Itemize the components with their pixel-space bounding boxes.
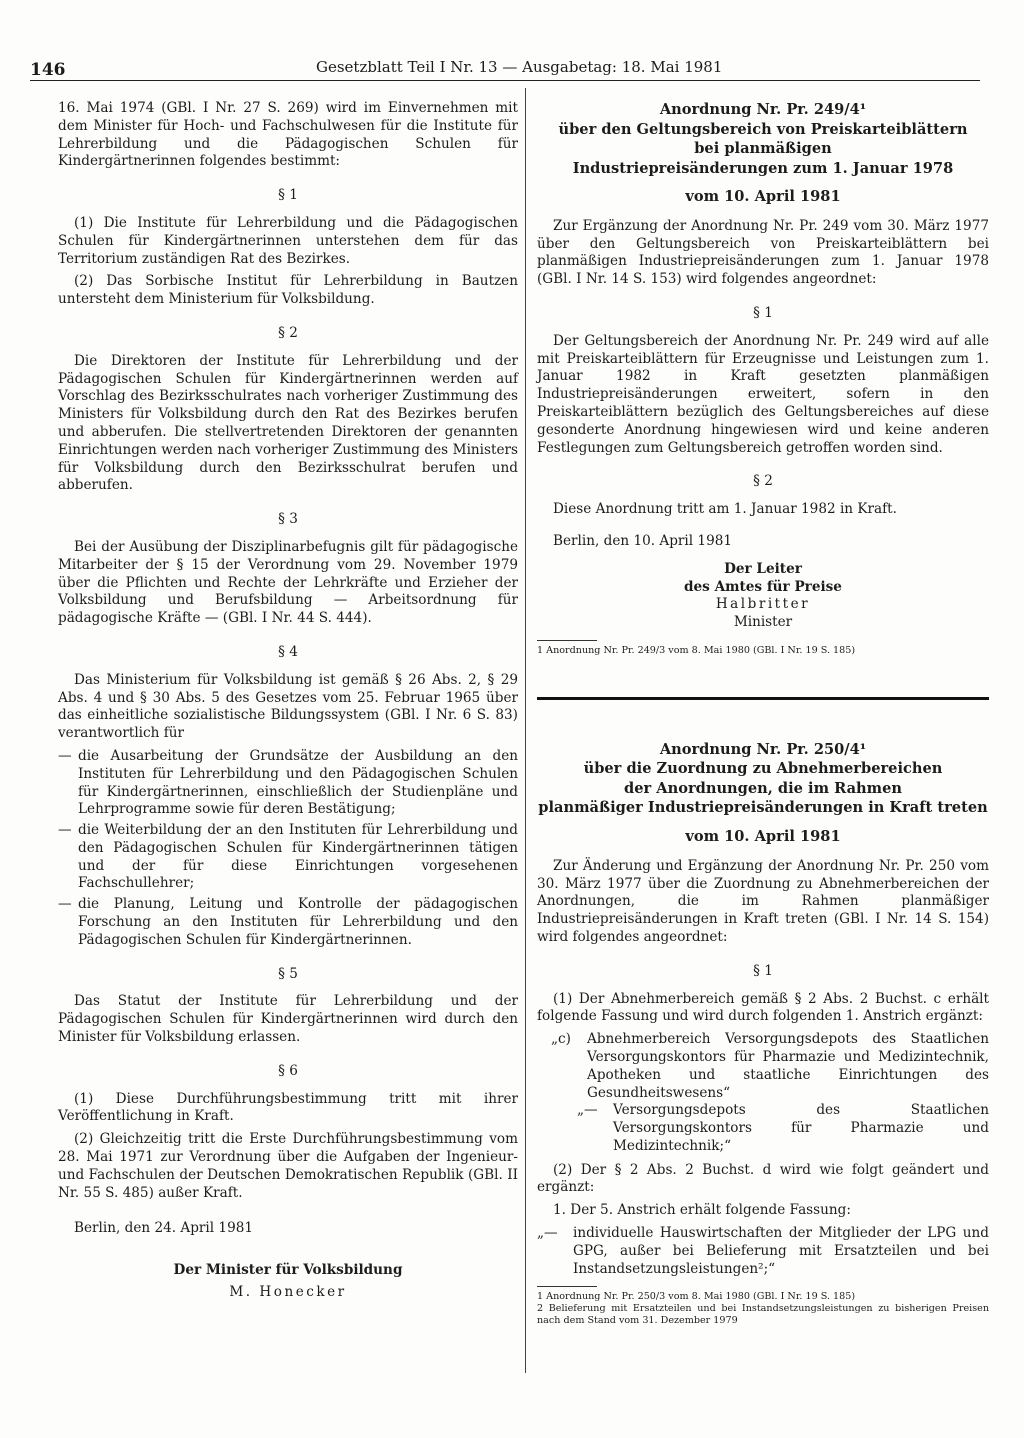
ordinance-2-footnote-1: 1 Anordnung Nr. Pr. 250/3 vom 8. Mai 1980 (GBl. I Nr. 19 S. 185)	[537, 1291, 856, 1303]
section-3-paragraph: Bei der Ausübung der Disziplinarbefugnis gilt für pädagogische Mitarbeiter der § 15 der Verordnung vom 29. November 1979 über die Pflichten und Rechte der Lehrkräfte und Erzieher der Volksbildung und Berufsbildung — Arbeitsordnung für pädagogische Kräfte — (GBl. I Nr. 44 S. 444).	[58, 538, 518, 627]
list-item	[58, 748, 518, 819]
column-divider	[525, 88, 526, 1373]
footnote-rule	[537, 640, 597, 641]
ordinance-1-signer-line-2: des Amtes für Preise	[684, 578, 842, 595]
right-column	[537, 100, 989, 1327]
ordinance-1-title: über den Geltungsbereich von Preiskarteiblättern	[558, 120, 968, 138]
section-1-paragraph-1: (1) Die Institute für Lehrerbildung und die Pädagogischen Schulen für Kindergärtnerinnen unterstehen dem für das Territorium zuständigen Rat des Bezirkes.	[58, 214, 518, 267]
place-date: Berlin, den 24. April 1981	[74, 1220, 254, 1237]
ordinance-1-date: vom 10. April 1981	[685, 188, 841, 205]
section-6-paragraph-1: (1) Diese Durchführungsbestimmung tritt mit ihrer Veröffentlichung in Kraft.	[58, 1090, 518, 1125]
dash-marker: —	[58, 822, 72, 839]
ordinance-separator	[537, 697, 989, 700]
ordinance-1-intro: Zur Ergänzung der Anordnung Nr. Pr. 249 vom 30. März 1977 über den Geltungsbereich von Preiskarteiblättern bei planmäßigen Industriepreisänderungen zum 1. Januar 1978 (GBl. I Nr. 14 S. 153) wird folgendes angeordnet:	[537, 217, 989, 288]
section-6-heading: § 6	[278, 1062, 298, 1079]
list-item-text: die Weiterbildung der an den Instituten für Lehrerbildung und den Pädagogischen Schulen für Kindergärtnerinnen tätigen und der für diese Einrichtungen vorgesehenen Fachschullehrer;	[78, 822, 518, 892]
signer-name: M. Honecker	[229, 1284, 347, 1301]
quote-text: Versorgungsdepots des Staatlichen Versorgungskontors für Pharmazie und Medizintechnik;“	[613, 1102, 989, 1154]
header-rule	[30, 80, 980, 81]
list-item	[58, 896, 518, 949]
ordinance-2-title: planmäßiger Industriepreisänderungen in Kraft treten	[538, 799, 988, 817]
ordinance-2-item-1: 1. Der 5. Anstrich erhält folgende Fassung:	[553, 1202, 851, 1219]
ordinance-1-section-2-paragraph: Diese Anordnung tritt am 1. Januar 1982 in Kraft.	[553, 501, 897, 518]
section-1-heading: § 1	[278, 187, 298, 204]
list-item	[58, 822, 518, 893]
section-1-paragraph-2: (2) Das Sorbische Institut für Lehrerbildung in Bautzen untersteht dem Ministerium für Volksbildung.	[58, 273, 518, 308]
ordinance-2-footnote-2: 2 Belieferung mit Ersatzteilen und bei Instandsetzungsleistungen zu bisherigen Preisen nach dem Stand vom 31. Dezember 1979	[537, 1303, 989, 1327]
ordinance-1-title: Industriepreisänderungen zum 1. Januar 1978	[572, 159, 954, 177]
ordinance-1-footnote: 1 Anordnung Nr. Pr. 249/3 vom 8. Mai 1980 (GBl. I Nr. 19 S. 185)	[537, 644, 856, 656]
dash-marker: —	[58, 747, 72, 764]
section-5-paragraph: Das Statut der Institute für Lehrerbildung und der Pädagogischen Schulen für Kindergärtnerinnen wird durch den Minister für Volksbildung erlassen.	[58, 993, 518, 1046]
ordinance-2-title: der Anordnungen, die im Rahmen	[624, 779, 902, 797]
ordinance-2-title: Anordnung Nr. Pr. 250/4¹	[659, 740, 867, 758]
quoted-provision	[577, 1102, 989, 1155]
page-number: 146	[30, 60, 66, 80]
ordinance-1-signer-role: Minister	[733, 614, 793, 631]
section-2-heading: § 2	[278, 324, 298, 341]
ordinance-2-date: vom 10. April 1981	[685, 827, 841, 845]
ordinance-2-section-1-paragraph-2: (2) Der § 2 Abs. 2 Buchst. d wird wie folgt geändert und ergänzt:	[537, 1161, 989, 1196]
ordinance-2-intro: Zur Änderung und Ergänzung der Anordnung Nr. Pr. 250 vom 30. März 1977 über die Zuordnung zu Abnehmerbereichen der Anordnungen, die im Rahmen planmäßiger Industriepreisänderungen in Kraft treten (GBl. I Nr. 14 S. 154) wird folgendes angeordnet:	[537, 857, 989, 945]
ordinance-1-signer-line-1: Der Leiter	[724, 560, 802, 577]
list-item-text: die Planung, Leitung und Kontrolle der pädagogischen Forschung an den Instituten für Lehrerbildung und den Pädagogischen Schulen für Kindergärtnerinnen.	[78, 896, 518, 948]
ordinance-1-title: Anordnung Nr. Pr. 249/4¹	[659, 101, 867, 118]
ordinance-1-section-1-paragraph: Der Geltungsbereich der Anordnung Nr. Pr. 249 wird auf alle mit Preiskarteiblättern für Erzeugnisse und Leistungen zum 1. Januar 1982 in Kraft gesetzten planmäßigen Industriepreisänderungen erweitert, sofern in den Preiskarteiblättern bezüglich des Geltungsbereiches auf diese gesonderte Anordnung hingewiesen wird und keine anderen Festlegungen zum Geltungsbereich getroffen worden sind.	[537, 332, 989, 456]
ordinance-1-signer-name: Halbritter	[715, 596, 811, 613]
section-4-heading: § 4	[278, 643, 298, 660]
quoted-provision	[537, 1225, 989, 1278]
ordinance-1-section-1-heading: § 1	[753, 304, 773, 321]
quote-marker: „—	[577, 1102, 598, 1119]
quote-marker: „c)	[551, 1031, 571, 1048]
section-4-intro: Das Ministerium für Volksbildung ist gemäß § 26 Abs. 2, § 29 Abs. 4 und § 30 Abs. 5 des Gesetzes vom 25. Februar 1965 über das einheitliche sozialistische Bildungssystem (GBl. I Nr. 6 S. 83) verantwortlich für	[58, 671, 518, 742]
ordinance-1-title: bei planmäßigen	[694, 140, 832, 157]
quote-text: Abnehmerbereich Versorgungsdepots des Staatlichen Versorgungskontors für Pharmazie und Medizintechnik, Apotheken und staatliche Einrichtungen des Gesundheitswesens“	[587, 1031, 989, 1101]
section-5-heading: § 5	[278, 965, 298, 982]
quote-marker: „—	[537, 1225, 558, 1242]
ordinance-2-section-1-paragraph-1: (1) Der Abnehmerbereich gemäß § 2 Abs. 2 Buchst. c erhält folgende Fassung und wird durch folgenden 1. Anstrich ergänzt:	[537, 990, 989, 1025]
footnote-rule	[537, 1286, 597, 1287]
ordinance-2-section-1-heading: § 1	[753, 962, 773, 979]
left-column	[58, 100, 518, 1302]
ordinance-2-title: über die Zuordnung zu Abnehmerbereichen	[583, 760, 943, 778]
ordinance-1-section-2-heading: § 2	[753, 473, 773, 490]
dash-marker: —	[58, 896, 72, 913]
section-3-heading: § 3	[278, 511, 298, 528]
gazette-header: Gesetzblatt Teil I Nr. 13 — Ausgabetag: 18. Mai 1981	[316, 58, 723, 76]
quoted-provision	[551, 1031, 989, 1102]
quote-text: individuelle Hauswirtschaften der Mitglieder der LPG und GPG, außer bei Belieferung mit Ersatzteilen und bei Instandsetzungsleistungen²;“	[573, 1225, 989, 1277]
list-item-text: die Ausarbeitung der Grundsätze der Ausbildung an den Instituten für Lehrerbildung und den Pädagogischen Schulen für Kindergärtnerinnen, einschließlich der Studienpläne und Lehrprogramme sowie für deren Bestätigung;	[78, 747, 518, 818]
signer-title: Der Minister für Volksbildung	[173, 1262, 403, 1279]
intro-paragraph: 16. Mai 1974 (GBl. I Nr. 27 S. 269) wird im Einvernehmen mit dem Minister für Hoch- und Fachschulwesen für die Institute für Lehrerbildung und die Pädagogischen Schulen für Kindergärtnerinnen folgendes bestimmt:	[58, 100, 518, 170]
section-2-paragraph: Die Direktoren der Institute für Lehrerbildung und der Pädagogischen Schulen für Kindergärtnerinnen werden auf Vorschlag des Bezirksschulrates nach vorheriger Zustimmung des Ministers für Volksbildung durch den Rat des Bezirkes berufen und abberufen. Die stellvertretenden Direktoren der genannten Einrichtungen werden nach vorheriger Zustimmung des Ministers für Volksbildung durch den Bezirksschulrat berufen und abberufen.	[58, 352, 518, 494]
section-6-paragraph-2: (2) Gleichzeitig tritt die Erste Durchführungsbestimmung vom 28. Mai 1971 zur Verordnung über die Aufgaben der Ingenieur- und Fachschulen der Deutschen Demokratischen Republik (GBl. II Nr. 55 S. 485) außer Kraft.	[58, 1131, 518, 1201]
ordinance-1-place-date: Berlin, den 10. April 1981	[553, 532, 733, 549]
